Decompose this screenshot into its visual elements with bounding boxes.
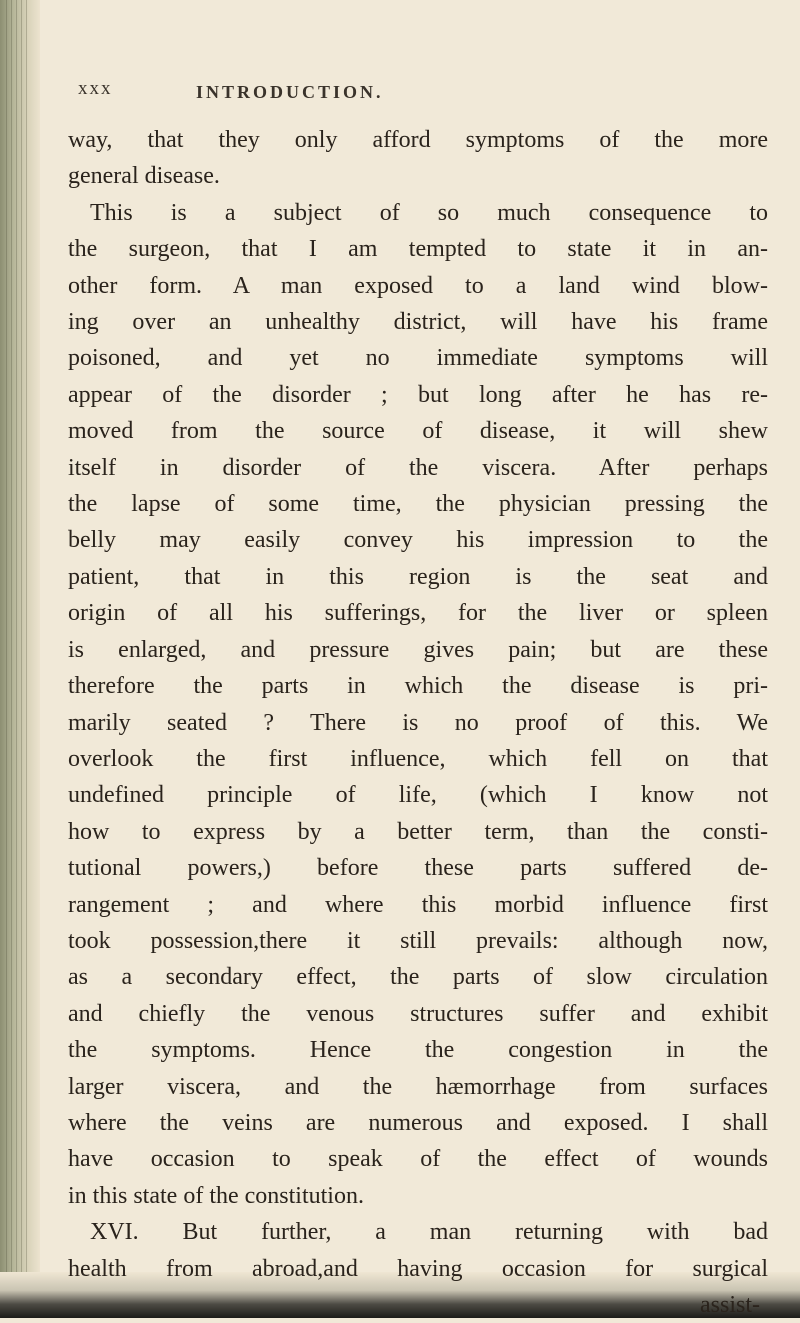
text-line: the symptoms. Hence the congestion in the bbox=[68, 1037, 768, 1064]
text-line: in this state of the constitution. bbox=[68, 1182, 364, 1209]
text-line: overlook the first influence, which fell on that bbox=[68, 745, 768, 772]
text-line: have occasion to speak of the effect of wounds bbox=[68, 1146, 768, 1173]
text-line: moved from the source of disease, it will shew bbox=[68, 418, 768, 445]
text-line: rangement ; and where this morbid influence first bbox=[68, 891, 768, 918]
catchword: assist- bbox=[700, 1292, 760, 1318]
text-line: therefore the parts in which the disease is pri- bbox=[68, 673, 768, 700]
text-line: tutional powers,) before these parts suffered de- bbox=[68, 855, 768, 882]
text-line: way, that they only afford symptoms of the more bbox=[68, 127, 768, 153]
text-line: took possession,there it still prevails: although now, bbox=[68, 927, 768, 954]
page-number: xxx bbox=[78, 78, 113, 99]
text-line: how to express by a better term, than the consti- bbox=[68, 818, 768, 845]
text-line: itself in disorder of the viscera. After perhaps bbox=[68, 454, 768, 481]
text-line: where the veins are numerous and exposed. I shall bbox=[68, 1109, 768, 1136]
text-line: and chiefly the venous structures suffer and exhibit bbox=[68, 1000, 768, 1027]
body-text bbox=[68, 122, 768, 1287]
text-line: This is a subject of so much consequence to bbox=[90, 199, 768, 226]
page-header bbox=[68, 78, 768, 108]
text-line: appear of the disorder ; but long after he has re- bbox=[68, 381, 768, 408]
text-line: other form. A man exposed to a land wind blow- bbox=[68, 272, 768, 299]
text-line: XVI. But further, a man returning with bad bbox=[90, 1219, 768, 1246]
text-line: is enlarged, and pressure gives pain; but are these bbox=[68, 636, 768, 663]
text-line: marily seated ? There is no proof of this. We bbox=[68, 709, 768, 736]
text-line: the surgeon, that I am tempted to state it in an- bbox=[68, 236, 768, 263]
text-line: general disease. bbox=[68, 163, 220, 190]
text-line: origin of all his sufferings, for the liver or spleen bbox=[68, 600, 768, 627]
book-binding-edge bbox=[0, 0, 40, 1318]
text-line: health from abroad,and having occasion for surgical bbox=[68, 1255, 768, 1282]
text-line: larger viscera, and the hæmorrhage from surfaces bbox=[68, 1073, 768, 1100]
text-line: poisoned, and yet no immediate symptoms will bbox=[68, 345, 768, 372]
running-head: INTRODUCTION. bbox=[196, 82, 384, 102]
text-line: as a secondary effect, the parts of slow circulation bbox=[68, 964, 768, 991]
text-line: belly may easily convey his impression to the bbox=[68, 527, 768, 554]
binding-texture bbox=[6, 0, 30, 1318]
text-line: the lapse of some time, the physician pressing the bbox=[68, 491, 768, 518]
book-page bbox=[68, 78, 768, 1323]
text-line: ing over an unhealthy district, will have his frame bbox=[68, 309, 768, 336]
text-line: patient, that in this region is the seat and bbox=[68, 563, 768, 590]
text-line: undefined principle of life, (which I know not bbox=[68, 782, 768, 809]
